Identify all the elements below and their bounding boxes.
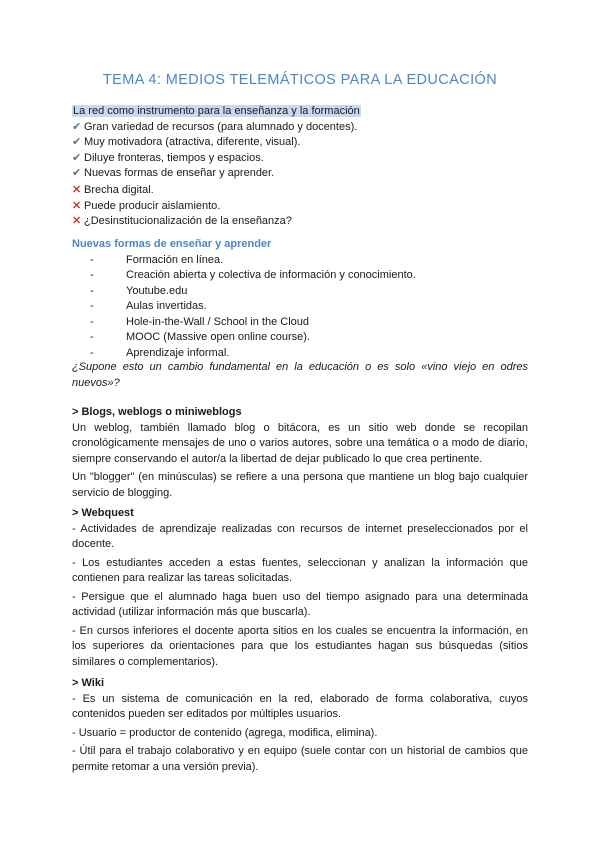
- blogs-paragraph-2: Un "blogger" (en minúsculas) se refiere a una persona que mantiene un blog bajo cualquier servicio de blogging.: [72, 471, 528, 499]
- pro-item: ✔ Nuevas formas de enseñar y aprender.: [72, 166, 528, 182]
- check-icon: ✔: [72, 167, 82, 179]
- cross-icon: ✕: [72, 184, 82, 196]
- cross-icon: ✕: [72, 199, 82, 212]
- pro-item: ✔ Diluye fronteras, tiempos y espacios.: [72, 151, 528, 167]
- wiki-item: - Útil para el trabajo colaborativo y en equipo (suele contar con un historial de cambios que permite retomar a una versión previa).: [72, 745, 528, 773]
- wiki-item: - Usuario = productor de contenido (agrega, modifica, elimina).: [72, 726, 378, 739]
- webquest-item: - Actividades de aprendizaje realizadas con recursos de internet preseleccionados por el docente.: [72, 522, 528, 550]
- cons-section: [72, 183, 528, 230]
- nuevas-question: ¿Supone esto un cambio fundamental en la educación o es solo «vino viejo en odres nuevos»?: [72, 361, 528, 389]
- intro-section: [72, 104, 528, 182]
- blogs-paragraph-1: Un weblog, también llamado blog o bitácora, es un sitio web donde se recopilan cronológicamente mensajes de uno o varios autores, sobre una temática o a modo de diario, siempre conservando el autor/a la libertad de dejar publicado lo que crea pertinente.: [72, 421, 528, 465]
- webquest-item: - Los estudiantes acceden a estas fuentes, seleccionan y analizan la información que contienen para realizar las tareas solicitadas.: [72, 556, 528, 584]
- document-title: TEMA 4: MEDIOS TELEMÁTICOS PARA LA EDUCACIÓN: [102, 72, 498, 88]
- con-item: ✕ ¿Desinstitucionalización de la enseñanza?: [72, 214, 528, 230]
- con-item: ✕ Brecha digital.: [72, 183, 528, 199]
- wiki-section: [72, 676, 528, 775]
- check-icon: ✔: [72, 120, 82, 133]
- blogs-heading: > Blogs, weblogs o miniweblogs: [72, 406, 242, 418]
- webquest-item: - Persigue que el alumnado haga buen uso del tiempo asignado para una determinada actividad (utilizar información más que buscarla).: [72, 590, 528, 618]
- nuevas-section: [72, 237, 528, 361]
- list-item: - MOOC (Massive open online course).: [90, 331, 311, 343]
- webquest-section: [72, 506, 528, 670]
- list-item: - Hole-in-the-Wall / School in the Cloud: [90, 315, 310, 328]
- cross-icon: ✕: [72, 215, 82, 227]
- blogs-section: [72, 405, 528, 501]
- webquest-heading: > Webquest: [72, 507, 134, 519]
- list-item: - Formación en línea.: [90, 253, 224, 266]
- list-item: - Creación abierta y colectiva de información y conocimiento.: [90, 269, 416, 281]
- list-item: - Aulas invertidas.: [90, 300, 207, 312]
- webquest-item: - En cursos inferiores el docente aporta sitios en los cuales se encuentra la información, en los superiores da orientaciones para que los estudiantes hagan sus búsquedas (sitios similares o complementarios).: [72, 624, 528, 668]
- intro-highlight: La red como instrumento para la enseñanza y la formación: [73, 105, 360, 117]
- list-item: - Youtube.edu: [90, 284, 188, 297]
- pro-item: ✔ Gran variedad de recursos (para alumnado y docentes).: [72, 120, 528, 136]
- check-icon: ✔: [72, 151, 82, 164]
- con-item: ✕ Puede producir aislamiento.: [72, 199, 528, 215]
- check-icon: ✔: [72, 136, 82, 148]
- wiki-item: - Es un sistema de comunicación en la red, elaborado de forma colaborativa, cuyos contenidos pueden ser editados por múltiples usuarios.: [72, 692, 528, 720]
- pro-item: ✔ Muy motivadora (atractiva, diferente, visual).: [72, 135, 528, 151]
- list-item: - Aprendizaje informal.: [90, 346, 230, 359]
- wiki-heading: > Wiki: [72, 677, 104, 689]
- nuevas-heading: Nuevas formas de enseñar y aprender: [72, 238, 272, 250]
